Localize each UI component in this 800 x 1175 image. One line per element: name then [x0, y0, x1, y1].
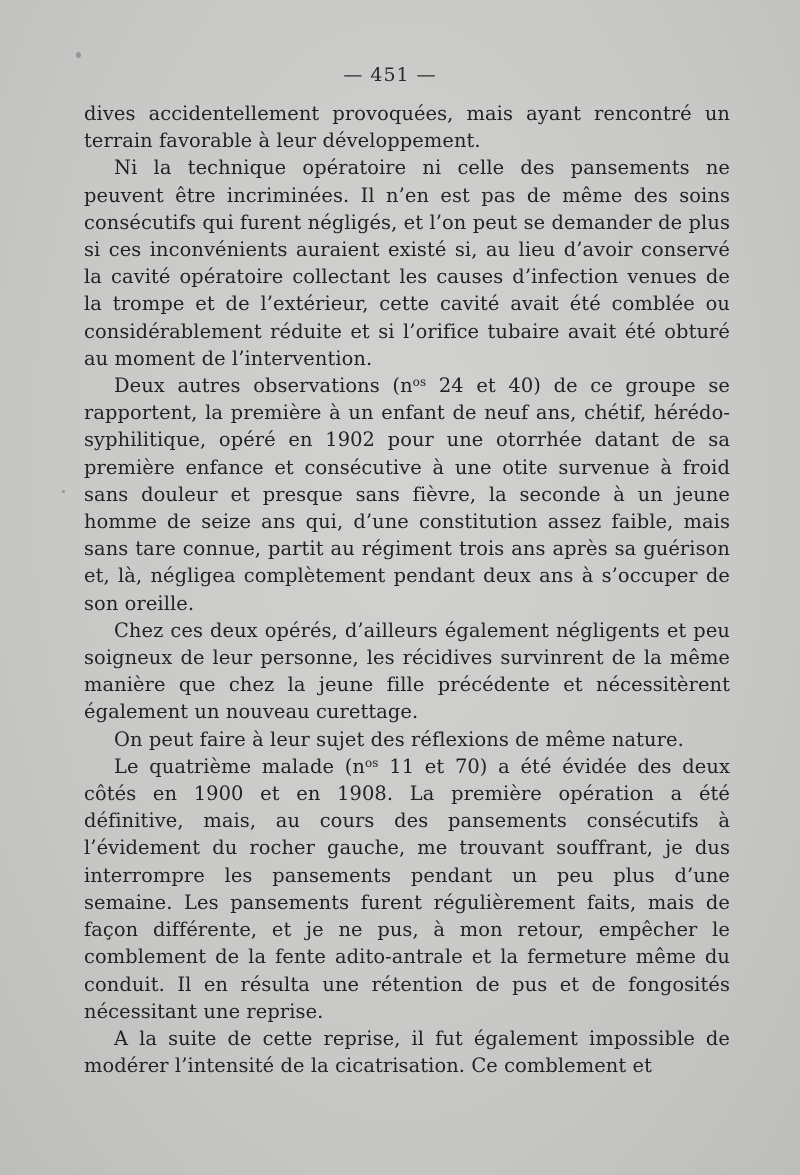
text-run: Deux autres observations (n: [114, 374, 413, 398]
paragraph: [84, 372, 730, 617]
paragraph: [84, 617, 730, 726]
paragraph: [84, 726, 730, 753]
ink-speck: [76, 52, 81, 58]
page-number: — 451 —: [343, 64, 437, 86]
text-run: On peut faire à leur sujet des réflexions de même nature.: [114, 727, 684, 751]
superscript: os: [412, 375, 427, 390]
text-run: 24 et 40) de ce groupe se rapportent, la première à un enfant de neuf ans, chétif, hérédo-syphilitique, opéré en 1902 pour une otorrhée datant de sa première enfance et consécutive à une otite survenue à froid sans douleur et presque sans fièvre, la seconde à un jeune homme de seize ans qui, d’une constitution assez faible, mais sans tare connue, partit au régiment trois ans après sa guérison et, là, négligea complètement pendant deux ans à s’occuper de son oreille.: [84, 374, 730, 615]
text-run: 11 et 70) a été évidée des deux côtés en 1900 et en 1908. La première opération a été définitive, mais, au cours des pansements consécutifs à l’évidement du rocher gauche, me trouvant souffrant, je dus interrompre les pansements pendant un peu plus d’une semaine. Les pansements furent régulièrement faits, mais de façon différente, et je ne pus, à mon retour, empêcher le comblement de la fente adito-antrale et la fermeture même du conduit. Il en résulta une rétention de pus et de fongosités nécessitant une reprise.: [84, 754, 730, 1023]
body-text: [84, 100, 730, 1079]
text-run: Chez ces deux opérés, d’ailleurs également négligents et peu soigneux de leur personne, les récidives survinrent de la même manière que chez la jeune fille précédente et nécessitèrent également un nouveau curettage.: [84, 618, 730, 724]
paragraph: [84, 753, 730, 1025]
text-run: Le quatrième malade (n: [114, 754, 365, 778]
paragraph: [84, 154, 730, 372]
superscript: os: [364, 755, 379, 770]
ink-speck: [62, 490, 65, 493]
text-run: A la suite de cette reprise, il fut également impossible de modérer l’intensité de la cicatrisation. Ce comblement et: [84, 1026, 730, 1078]
paragraph: [84, 1025, 730, 1079]
text-run: Ni la technique opératoire ni celle des pansements ne peuvent être incriminées. Il n’en est pas de même des soins consécutifs qui furent négligés, et l’on peut se demander de plus si ces inconvénients auraient existé si, au lieu d’avoir conservé la cavité opératoire collectant les causes d’infection venues de la trompe et de l’extérieur, cette cavité avait été comblée ou considérablement réduite et si l’orifice tubaire avait été obturé au moment de l’intervention.: [84, 156, 730, 370]
paragraph: [84, 100, 730, 154]
text-run: dives accidentellement provoquées, mais ayant rencontré un terrain favorable à leur développement.: [84, 102, 730, 153]
